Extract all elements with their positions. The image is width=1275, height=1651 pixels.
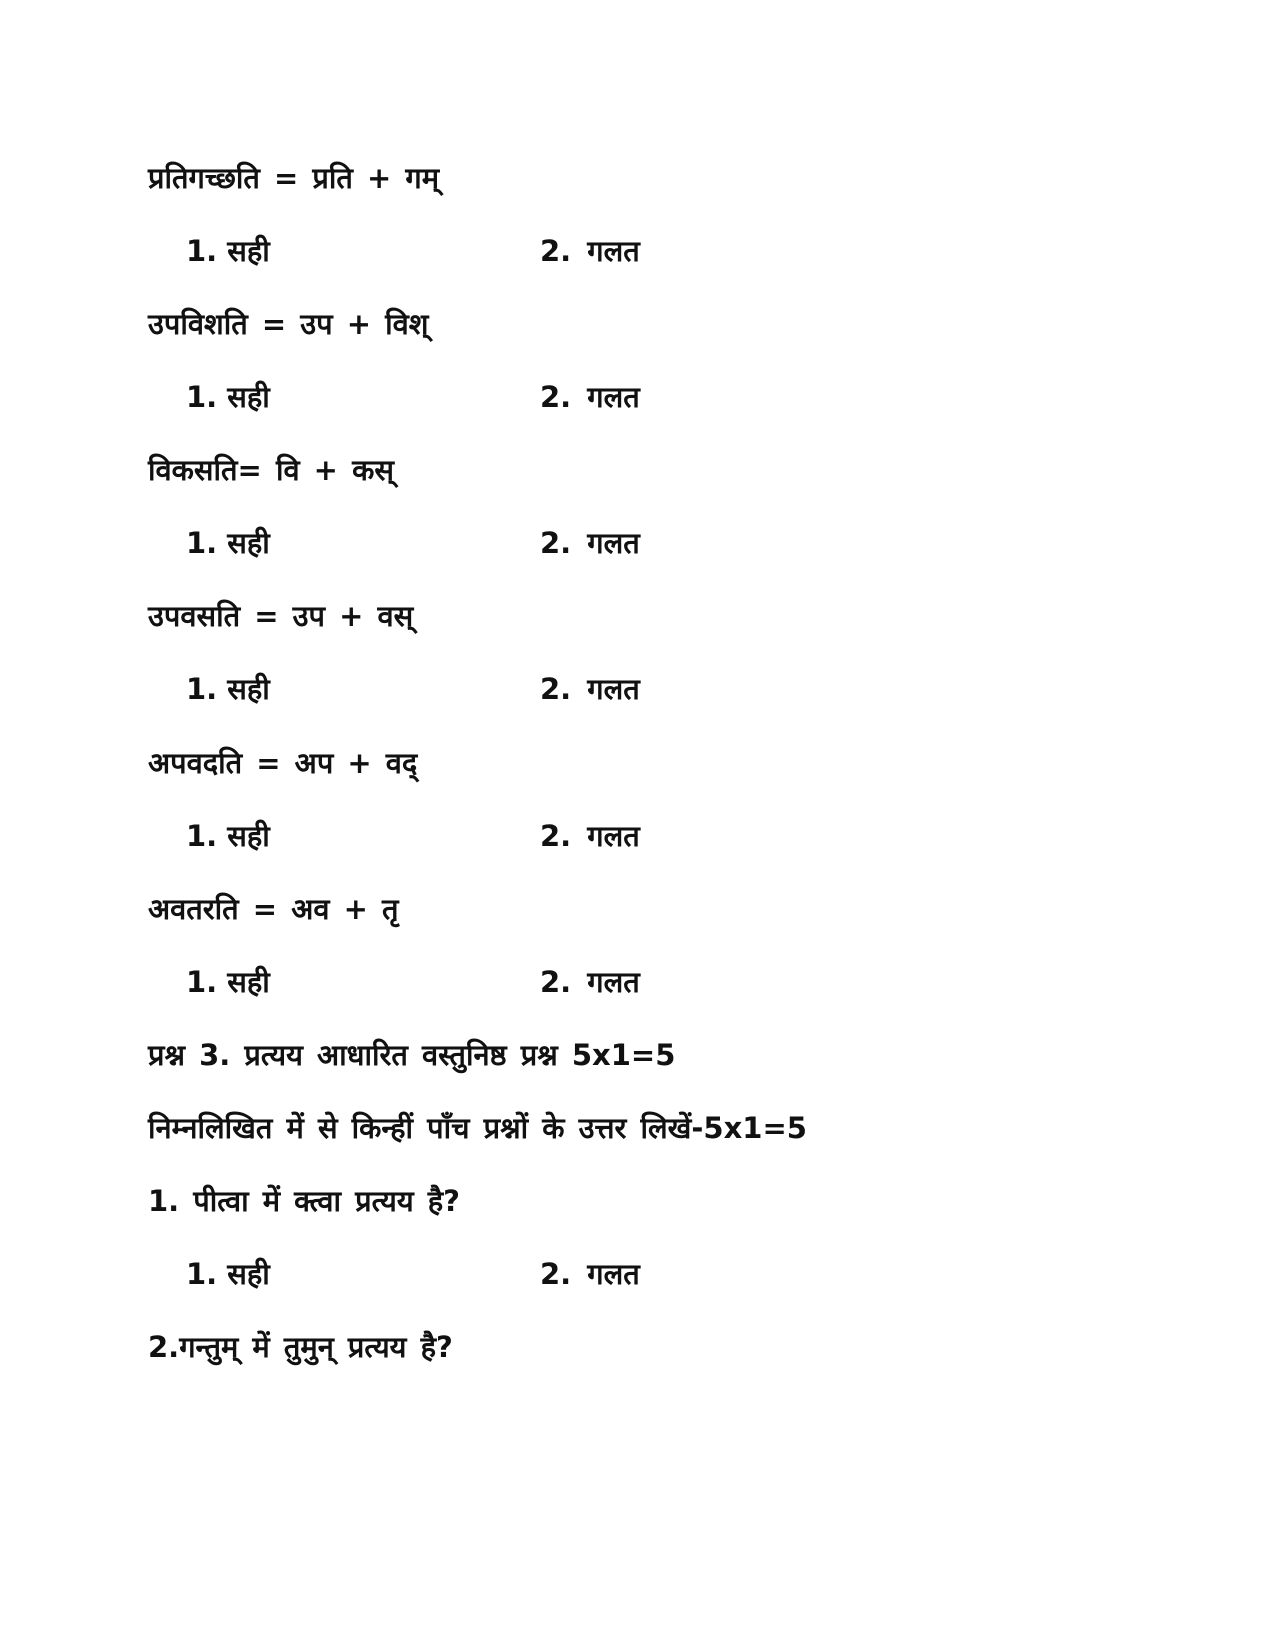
answer-options <box>0 359 1275 435</box>
option-incorrect[interactable]: 2. गलत <box>540 526 640 560</box>
question-statement: विकसति= वि + कस् <box>148 453 394 487</box>
section-instruction: निम्नलिखित में से किन्हीं पाँच प्रश्नों के उत्तर लिखें-5x1=5 <box>148 1111 807 1145</box>
question-statement: 2.गन्तुम् में तुमुन् प्रत्यय है? <box>148 1330 453 1364</box>
answer-options <box>0 651 1275 727</box>
option-correct[interactable]: 1. सही <box>186 819 270 853</box>
option-incorrect[interactable]: 2. गलत <box>540 819 640 853</box>
question-statement: अपवदति = अप + वद् <box>148 746 418 780</box>
question-statement: उपवसति = उप + वस् <box>148 599 414 633</box>
question-statement: प्रतिगच्छति = प्रति + गम् <box>148 161 440 195</box>
option-correct[interactable]: 1. सही <box>186 965 270 999</box>
section-heading: प्रश्न 3. प्रत्यय आधारित वस्तुनिष्ठ प्रश्न 5x1=5 <box>148 1038 676 1072</box>
answer-options <box>0 505 1275 581</box>
answer-options <box>0 944 1275 1020</box>
option-correct[interactable]: 1. सही <box>186 672 270 706</box>
option-incorrect[interactable]: 2. गलत <box>540 234 640 268</box>
answer-options <box>0 1236 1275 1312</box>
option-correct[interactable]: 1. सही <box>186 380 270 414</box>
option-incorrect[interactable]: 2. गलत <box>540 672 640 706</box>
option-correct[interactable]: 1. सही <box>186 234 270 268</box>
question-statement: अवतरति = अव + तृ <box>148 892 399 926</box>
question-statement: 1. पीत्वा में क्त्वा प्रत्यय है? <box>148 1184 460 1218</box>
option-incorrect[interactable]: 2. गलत <box>540 380 640 414</box>
option-correct[interactable]: 1. सही <box>186 526 270 560</box>
option-correct[interactable]: 1. सही <box>186 1257 270 1291</box>
question-statement: उपविशति = उप + विश् <box>148 307 429 341</box>
option-incorrect[interactable]: 2. गलत <box>540 965 640 999</box>
option-incorrect[interactable]: 2. गलत <box>540 1257 640 1291</box>
answer-options <box>0 213 1275 289</box>
answer-options <box>0 798 1275 874</box>
